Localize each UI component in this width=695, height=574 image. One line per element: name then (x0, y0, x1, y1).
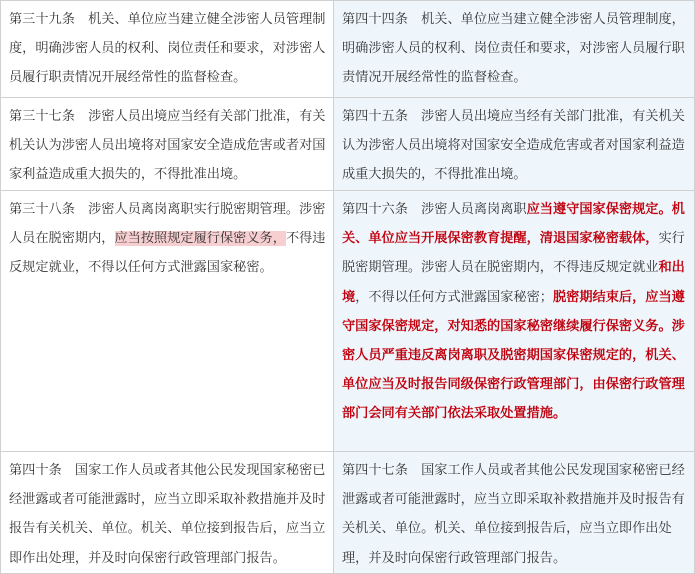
old-article-38 (1, 191, 334, 452)
old-article-39: 第三十九条 机关、单位应当建立健全涉密人员管理制度，明确涉密人员的权利、岗位责任和要求，对涉密人员履行职责情况开展经常性的监督检查。 (1, 1, 334, 98)
new-article-46-text: 实行脱密期管理。涉密人员在脱密期内，不得违反规定就业 (342, 231, 685, 276)
deleted-text-highlight: 应当按照规定履行保密义务， (114, 231, 286, 247)
old-article-37: 第三十七条 涉密人员出境应当经有关部门批准，有关机关认为涉密人员出境将对国家安全造成危害或者对国家利益造成重大损失的，不得批准出境。 (1, 98, 334, 191)
table-row (1, 452, 695, 574)
new-article-46 (334, 191, 695, 452)
added-text: 脱密期结束后，应当遵守国家保密规定，对知悉的国家秘密继续履行保密义务。涉密人员严重违反离岗离职及脱密期国家保密规定的，机关、单位应当及时报告同级保密行政管理部门，由保密行政管理部门会同有关部门依法采取处置措施。 (342, 289, 685, 422)
new-article-46-text: ，不得以任何方式泄露国家秘密； (355, 289, 553, 305)
table-row (1, 98, 695, 191)
old-article-38-text: 第三十八条 涉密人员离岗离职实行脱密期管理。涉密人员在脱密期内， (9, 202, 326, 247)
new-article-45: 第四十五条 涉密人员出境应当经有关部门批准，有关机关认为涉密人员出境将对国家安全造成危害或者对国家利益造成重大损失的，不得批准出境。 (334, 98, 695, 191)
new-article-44: 第四十四条 机关、单位应当建立健全涉密人员管理制度，明确涉密人员的权利、岗位责任和要求，对涉密人员履行职责情况开展经常性的监督检查。 (334, 1, 695, 98)
added-text: 和出境 (342, 260, 685, 305)
new-article-47: 第四十七条 国家工作人员或者其他公民发现国家秘密已经泄露或者可能泄露时，应当立即采取补救措施并及时报告有关机关、单位。机关、单位接到报告后，应当立即作出处理，并及时向保密行政管理部门报告。 (334, 452, 695, 574)
added-text: 应当遵守国家保密规定。机关、单位应当开展保密教育提醒，清退国家秘密载体， (342, 202, 685, 247)
table-row (1, 1, 695, 98)
old-article-38-text-end: 不得违反规定就业，不得以任何方式泄露国家秘密。 (9, 231, 326, 276)
old-article-40: 第四十条 国家工作人员或者其他公民发现国家秘密已经泄露或者可能泄露时，应当立即采取补救措施并及时报告有关机关、单位。机关、单位接到报告后，应当立即作出处理，并及时向保密行政管理部门报告。 (1, 452, 334, 574)
new-article-46-text: 第四十六条 涉密人员离岗离职 (342, 202, 527, 217)
table-row (1, 191, 695, 452)
